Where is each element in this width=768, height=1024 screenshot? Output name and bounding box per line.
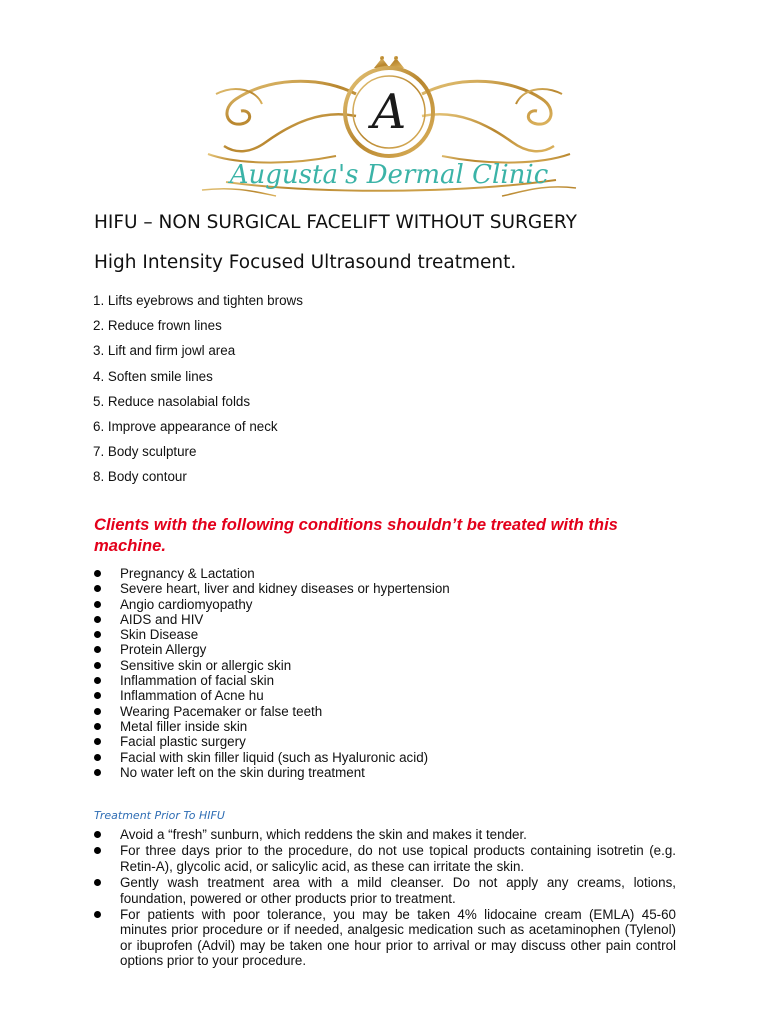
bullet-icon <box>94 585 101 592</box>
list-item-text: For three days prior to the procedure, do not use topical products containing isotretin (e.g. Retin-A), glycolic acid, or salicylic acid, as these can irritate the skin. <box>120 843 676 874</box>
list-item: 8. Body contour <box>93 469 187 485</box>
list-item-text: Gently wash treatment area with a mild cleanser. Do not apply any creams, lotions, foundation, powered or other products prior to treatment. <box>120 875 676 906</box>
bullet-icon <box>94 738 101 745</box>
page-subtitle: High Intensity Focused Ultrasound treatment. <box>94 252 517 273</box>
bullet-icon <box>94 911 101 918</box>
list-item-text: For patients with poor tolerance, you may be taken 4% lidocaine cream (EMLA) 45-60 minutes prior procedure or if needed, analgesic medication such as acetaminophen (Tylenol) or ibuprofen (Advil) may be taken one hour prior to arrival or may discuss other pain control options prior to your procedure. <box>120 907 676 969</box>
list-item <box>94 765 450 780</box>
bullet-icon <box>94 723 101 730</box>
list-item <box>94 566 450 581</box>
page-title: HIFU – NON SURGICAL FACELIFT WITHOUT SURGERY <box>94 212 577 233</box>
bullet-icon <box>94 847 101 854</box>
list-item <box>94 658 450 673</box>
list-item-text: Avoid a “fresh” sunburn, which reddens the skin and makes it tender. <box>120 827 527 842</box>
logo-brand-text: Augusta's Dermal Clinic <box>229 160 549 190</box>
bullet-icon <box>94 662 101 669</box>
contraindications-list <box>94 566 450 780</box>
list-item-text: AIDS and HIV <box>120 611 204 627</box>
list-item-text: Pregnancy & Lactation <box>120 566 255 581</box>
list-item-text: Skin Disease <box>120 627 199 643</box>
benefits-list <box>93 288 303 490</box>
list-item <box>94 581 450 596</box>
list-item <box>94 612 450 627</box>
section-heading-prior: Treatment Prior To HIFU <box>94 809 225 822</box>
list-item <box>94 907 676 969</box>
list-item <box>94 719 450 734</box>
list-item-text: Wearing Pacemaker or false teeth <box>120 703 323 719</box>
list-item: 2. Reduce frown lines <box>93 318 222 334</box>
list-item: 1. Lifts eyebrows and tighten brows <box>93 293 303 308</box>
clinic-logo <box>196 54 582 204</box>
list-item <box>94 750 450 765</box>
list-item: 7. Body sculpture <box>93 444 197 460</box>
bullet-icon <box>94 769 101 776</box>
list-item: 3. Lift and firm jowl area <box>93 343 236 359</box>
list-item-text: Protein Allergy <box>120 642 207 658</box>
bullet-icon <box>94 570 101 577</box>
list-item-text: Angio cardiomyopathy <box>120 596 253 612</box>
list-item <box>94 843 676 874</box>
bullet-icon <box>94 601 101 608</box>
list-item-text: No water left on the skin during treatment <box>120 764 365 780</box>
list-item-text: Severe heart, liver and kidney diseases or hypertension <box>120 581 450 597</box>
logo-emblem <box>196 54 582 204</box>
list-item: 5. Reduce nasolabial folds <box>93 393 251 409</box>
logo-monogram: A <box>371 84 407 140</box>
list-item <box>94 827 676 842</box>
bullet-icon <box>94 631 101 638</box>
bullet-icon <box>94 879 101 886</box>
list-item: 4. Soften smile lines <box>93 368 213 384</box>
list-item-text: Facial plastic surgery <box>120 734 246 750</box>
list-item <box>94 734 450 749</box>
bullet-icon <box>94 677 101 684</box>
list-item-text: Metal filler inside skin <box>120 718 248 734</box>
prior-treatment-list <box>94 827 676 970</box>
list-item-text: Facial with skin filler liquid (such as Hyaluronic acid) <box>120 749 429 765</box>
list-item-text: Inflammation of facial skin <box>120 673 275 689</box>
bullet-icon <box>94 831 101 838</box>
list-item-text: Sensitive skin or allergic skin <box>120 657 292 673</box>
list-item-text: Inflammation of Acne hu <box>120 688 264 704</box>
bullet-icon <box>94 692 101 699</box>
list-item <box>94 688 450 703</box>
contraindications-warning: Clients with the following conditions shouldn’t be treated with this machine. <box>94 515 618 555</box>
list-item: 6. Improve appearance of neck <box>93 418 278 434</box>
bullet-icon <box>94 708 101 715</box>
bullet-icon <box>94 754 101 761</box>
list-item <box>94 642 450 657</box>
bullet-icon <box>94 616 101 623</box>
list-item <box>94 673 450 688</box>
list-item <box>94 875 676 906</box>
list-item <box>94 627 450 642</box>
bullet-icon <box>94 646 101 653</box>
list-item <box>94 704 450 719</box>
list-item <box>94 597 450 612</box>
